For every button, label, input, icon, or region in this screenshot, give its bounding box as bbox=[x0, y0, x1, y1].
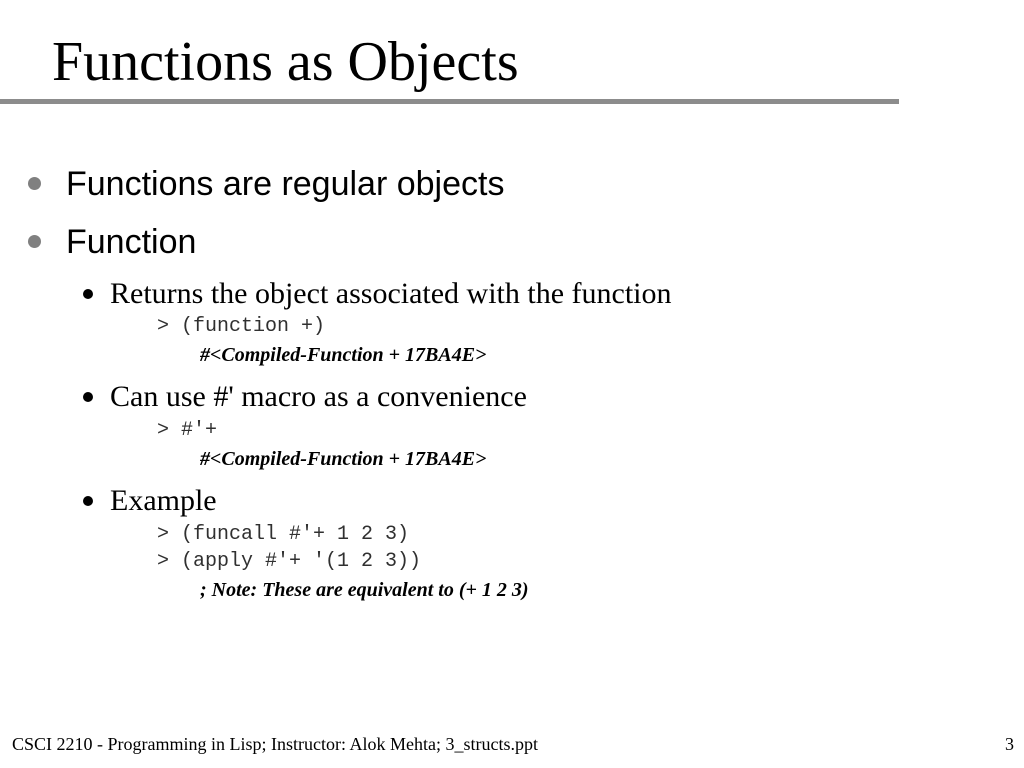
code-line: > (function +) bbox=[157, 315, 326, 338]
sub-bullet-dot-icon bbox=[83, 496, 93, 506]
code-line: > (apply #'+ '(1 2 3)) bbox=[157, 550, 422, 573]
sub-bullet-dot-icon bbox=[83, 392, 93, 402]
bullet-dot-icon bbox=[28, 177, 41, 190]
bullet-text: Functions are regular objects bbox=[66, 165, 505, 203]
bullet-dot-icon bbox=[28, 235, 41, 248]
sub-bullet-dot-icon bbox=[83, 289, 93, 299]
code-result: #<Compiled-Function + 17BA4E> bbox=[200, 448, 487, 470]
bullet-text: Function bbox=[66, 223, 197, 261]
footer-text: CSCI 2210 - Programming in Lisp; Instructor: Alok Mehta; 3_structs.ppt bbox=[12, 734, 538, 754]
sub-bullet-text: Example bbox=[110, 484, 217, 517]
code-line: > #'+ bbox=[157, 419, 218, 442]
code-result: #<Compiled-Function + 17BA4E> bbox=[200, 344, 487, 366]
title-divider bbox=[0, 99, 899, 104]
sub-bullet-text: Can use #' macro as a convenience bbox=[110, 380, 527, 413]
code-comment: ; Note: These are equivalent to (+ 1 2 3) bbox=[200, 579, 529, 601]
sub-bullet-text: Returns the object associated with the function bbox=[110, 277, 672, 310]
slide-title: Functions as Objects bbox=[52, 31, 519, 93]
page-number: 3 bbox=[1005, 734, 1014, 754]
code-line: > (funcall #'+ 1 2 3) bbox=[157, 523, 410, 546]
